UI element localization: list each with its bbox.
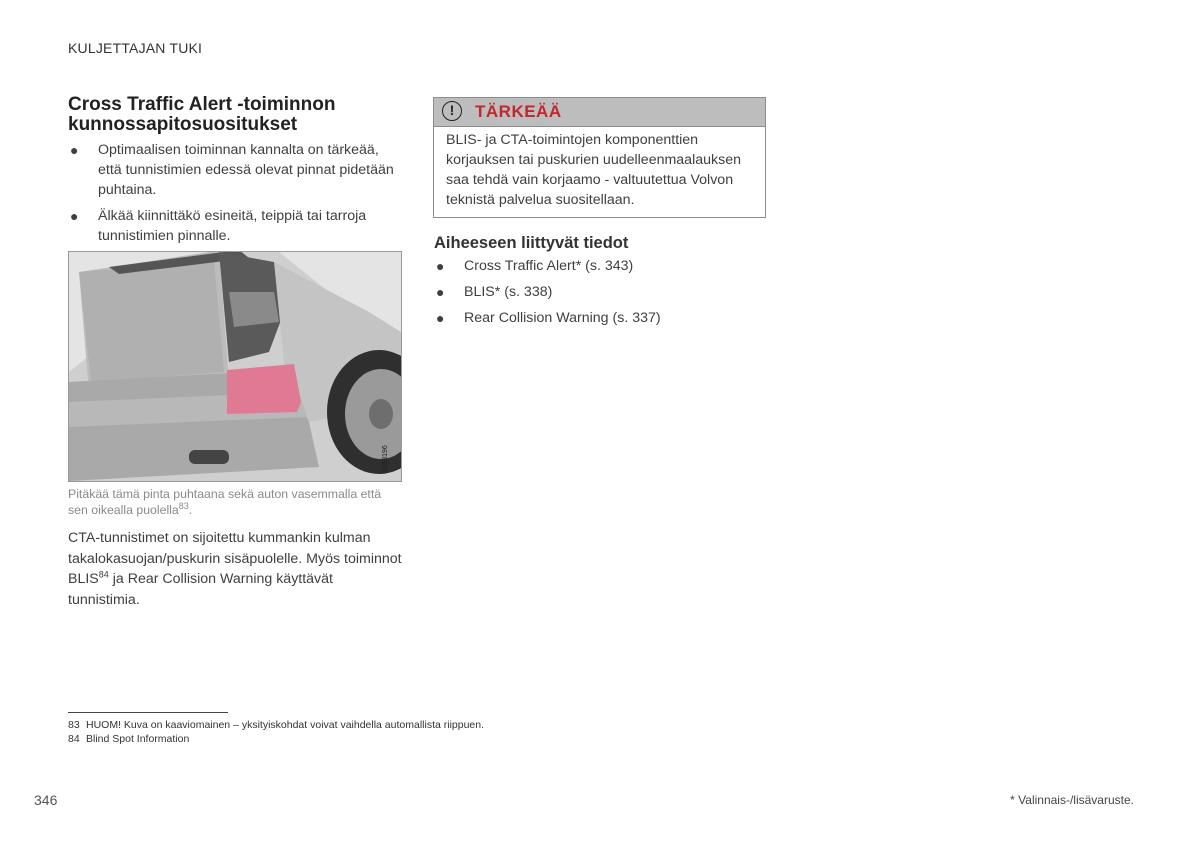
important-header	[434, 98, 765, 127]
footnote	[68, 732, 768, 746]
related-link-text: Rear Collision Warning (s. 337)	[464, 310, 661, 326]
footnote-ref: 84	[98, 569, 109, 580]
footnote-ref: 83	[178, 500, 189, 511]
figure-caption	[68, 486, 403, 518]
bullet-icon: ●	[70, 142, 79, 158]
caption-trailing: .	[188, 503, 193, 517]
list-item	[68, 140, 403, 200]
list-item-text: Älkää kiinnittäkö esineitä, teippiä tai tarroja tunnistimien pinnalle.	[98, 208, 367, 244]
footnote-number: 83	[68, 719, 80, 731]
related-link-text: Cross Traffic Alert* (s. 343)	[464, 258, 634, 274]
footnote-text: Blind Spot Information	[86, 733, 190, 745]
footnote	[68, 718, 768, 732]
important-notice-box	[433, 97, 766, 218]
related-link[interactable]	[434, 308, 764, 328]
maintenance-bullet-list	[68, 140, 403, 252]
bullet-icon: ●	[436, 284, 445, 300]
related-link[interactable]	[434, 282, 764, 302]
paragraph-text: CTA-tunnistimet on sijoitettu kummankin kulman takalokasuojan/puskurin sisäpuolelle. Myös toiminnot BLIS	[68, 530, 402, 587]
bullet-icon: ●	[436, 258, 445, 274]
footnote-divider	[68, 712, 228, 713]
footnote-text: HUOM! Kuva on kaaviomainen – yksityiskohdat voivat vaihdella automallista riippuen.	[86, 719, 485, 731]
section-header: KULJETTAJAN TUKI	[68, 40, 203, 56]
bullet-icon: ●	[70, 208, 79, 224]
footnotes	[68, 718, 768, 746]
optional-equipment-note: * Valinnais-/lisävaruste.	[1010, 793, 1134, 807]
footnote-number: 84	[68, 733, 80, 745]
related-info-title: Aiheeseen liittyvät tiedot	[434, 234, 629, 252]
related-link[interactable]	[434, 256, 764, 276]
important-body: BLIS- ja CTA-toimintojen komponenttien korjauksen tai puskurien uudelleenmaalauksen saa tehdä vain korjaamo - valtuutettua Volvon teknistä palvelua suositellaan.	[446, 132, 741, 208]
paragraph-text: ja Rear Collision Warning käyttävät tunnistimia.	[68, 571, 333, 608]
related-link-text: BLIS* (s. 338)	[464, 284, 553, 300]
list-item	[68, 206, 403, 246]
page-number: 346	[34, 792, 58, 808]
important-title: TÄRKEÄÄ	[475, 102, 562, 121]
bullet-icon: ●	[436, 310, 445, 326]
page-title: Cross Traffic Alert -toiminnon kunnossapitosuositukset	[68, 94, 336, 135]
caption-text: Pitäkää tämä pinta puhtaana sekä auton vasemmalla että sen oikealla puolella	[68, 487, 382, 517]
exclamation-circle-icon: !	[442, 101, 462, 121]
car-rear-illustration	[68, 251, 402, 482]
image-code: G053196	[382, 445, 389, 474]
related-info-list	[434, 256, 764, 334]
body-paragraph	[68, 528, 403, 610]
list-item-text: Optimaalisen toiminnan kannalta on tärkeää, että tunnistimien edessä olevat pinnat pidetään puhtaina.	[98, 142, 394, 198]
